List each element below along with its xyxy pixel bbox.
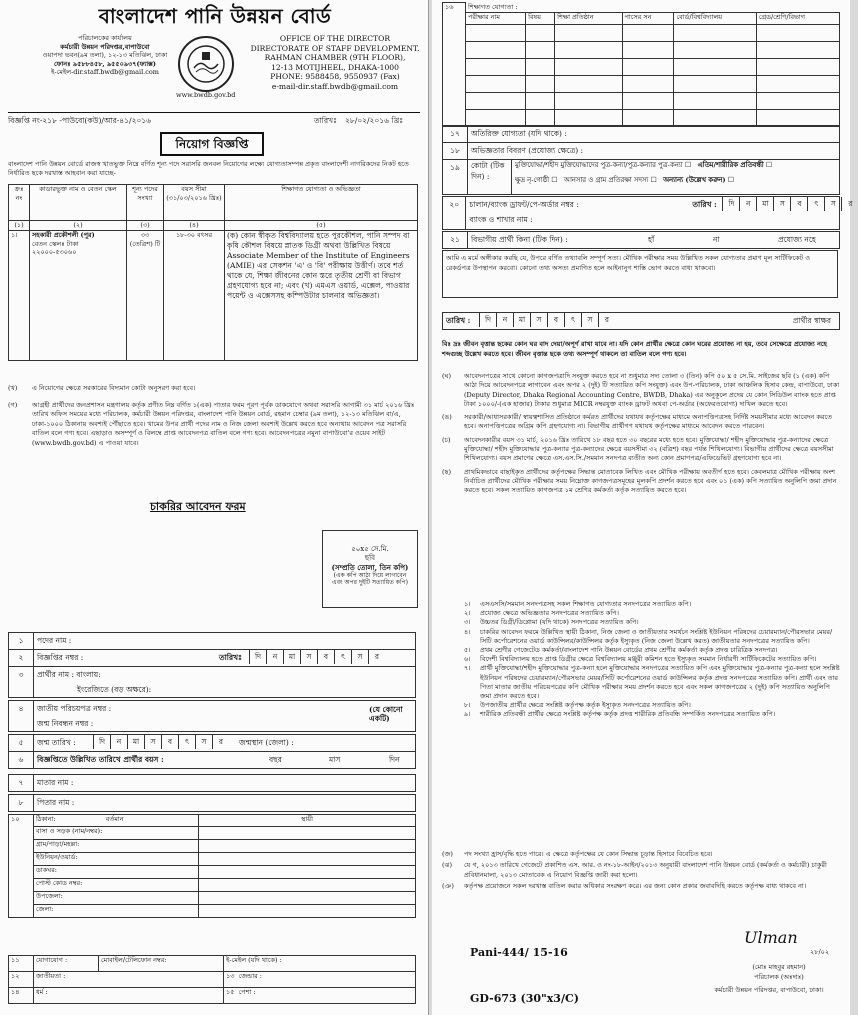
col-qual: শিক্ষাগত যোগ্যতা ও অভিজ্ঞতা [225,185,418,221]
right-page [432,0,853,1015]
pani-number: Pani-444/ 15-16 [470,946,568,959]
officer-signature: Ulman [744,928,798,947]
notes: (খ) এ নিয়োগের ক্ষেত্রে সরকারের বিদ্যমান কোটা অনুসরণ করা হবে। (গ) আগ্রহী প্রার্থীদের জনপ্রশাসন মন্ত্রণালয় কর্তৃক প্রণীত নিম্ন বর্ণিত ১(এক) পাতার ফরম পূরণ পূর্বক ডাকযোগে অথবা সরাসরি আগামী ৩১ মার্চ ২০১৬ খ্রিঃ তারিখ অফিস সময়ের মধ্যে পরিচালক, কর্মচারী উন্নয়ন পরিদপ্তর, বাংলাদেশ পানি উন্নয়ন বোর্ড, রহমান চেম্বার (৯ম তলা), ১২-১৩ মতিঝিল বা/এ, ঢাকা-১০০০ ঠিকানায় অবশ্যই পৌঁছাতে হবে। খামের উপর প্রার্থী পদের নাম ও নিজ জেলা অবশ্যই উল্লেখ করতে হবে অন্যথায় আবেদন পত্র সরাসরি বাতিল বলে গণ্য হবে। এছাড়াও অসম্পূর্ণ ও বিলম্বে প্রাপ্ত আবেদনপত্র বাতিল বলে গণ্য হবে। আবেদনপত্রের নমুনা বাপাউবো'র ওয়েব সাইট (www.bwdb.gov.bd) এ পাওয়া যাবে। [8,384,415,447]
list-item: উপজাতীয় প্রার্থীর ক্ষেত্রে সংশ্লিষ্ট কর্তৃপক্ষ কর্তৃক ইস্যুকৃত সনদপত্রের সত্যায়িত কপি। [480,701,691,710]
officer-block: (মোঃ মাহবুর রহমান) পরিচালক (অঃদাঃ) [752,963,806,981]
form-row-departmental: ২১ বিভাগীয় প্রার্থী কিনা (টিক দিন) : হাঁ না প্রযোজ্য নহে [442,231,840,249]
declaration: আমি এ মর্মে অঙ্গীকার করছি যে, উপরে বর্ণিত তথ্যাবলি সম্পূর্ণ সত্য। মৌখিক পরীক্ষার সময় উল্লিখিত সকল যোগ্যতার প্রমাণ মূল সার্টিফিকেট ও রেকর্ডপত্র উপস্থাপন করবো। কোনো তথ্য অসত্য প্রমাণিত হলে আইনানুগ শাস্তি ভোগ করতে বাধ্য থাকবো। [442,250,838,298]
form-row-experience: ১৮ অভিজ্ঞতার বিবরণ (প্রযোজ্য ক্ষেত্রে) : [442,142,840,160]
officer-office: কর্মচারী উন্নয়ন পরিদপ্তর, বাপাউবো, ঢাকা। [714,986,824,994]
header-divider [8,112,420,113]
form-row-post: ১ পদের নাম : [8,632,416,650]
document-list: ১। এসএসসি/সমমান সনদপত্রসহ সকল শিক্ষাগত যোগ্যতার সনদপত্রের সত্যায়িত কপি। ২। প্রযোজ্য ক্ষেত্রে অভিজ্ঞতার সনদপত্রের সত্যায়িত কপি। ৩। উচ্চতর ডিগ্রী/ডিপ্লোমা (যদি থাকে) সনদপত্রের সত্যায়িত কপি। ৪। চাকরির আবেদন ফরমে উল্লিখিত স্থায়ী ঠিকানা, নিজ জেলা ও জাতীয়তার সমর্থনে সংশ্লিষ্ট ইউনিয়ন পরিষদের চেয়ারম্যান/পৌরসভার মেয়র/সিটি কর্পোরেশনের ওয়ার্ড কাউন্সিলর/কাউন্সিলর কর্তৃক ইস্যুকৃত (নিজ জেলা উল্লেখ করত) জাতীয়তার সনদপত্রের সত্যায়িত কপি। ৫। প্রথম শ্রেণীর গেজেটেড কর্মকর্তা/বাংলাদেশ পানি উন্নয়ন বোর্ডের প্রথম শ্রেণীর কর্মকর্তা কর্তৃক প্রদত্ত চারিত্রিক সনদপত্র। ৬। বিদেশী বিশ্ববিদ্যালয় হতে প্রাপ্ত ডিগ্রীর ক্ষেত্রে বিশ্ববিদ্যালয় মঞ্জুরী কমিশন হতে ইস্যুকৃত সমমান নির্ধারণী সার্টিফিকেটের সত্যায়িত কপি। ৭। প্রার্থী মুক্তিযোদ্ধা/শহীদ মুক্তিযোদ্ধার পুত্র-কন্যা হলে মুক্তিযোদ্ধার সনদপত্রের সত্যায়িত কপি এবং মুক্তিযোদ্ধার পুত্র-কন্যার পুত্র-কন্যা হলে সংশ্লিষ্ট ইউনিয়ন পরিষদের চেয়ারম্যান/পৌরসভার মেয়র/সিটি কর্পোরেশনের ওয়ার্ড কাউন্সিলর কর্তৃক প্রদত্ত সনদপত্রের সত্যায়িত কপি। প্রার্থী এবং তার পিতা মাতার জাতীয় পরিচয়পত্রের কপি মৌখিক পরীক্ষার সময় প্রদর্শন করতে হবে এবং সকল কাগজপত্রের ২ (দুই) কপি সত্যায়িত অনুলিপি জমা প্রদান করতে হবে। ৮। উপজাতীয় প্রার্থীর ক্ষেত্রে সংশ্লিষ্ট কর্তৃপক্ষ কর্তৃক ইস্যুকৃত সনদপত্রের সত্যায়িত কপি। ৯। শারীরিক প্রতিবন্ধী প্রার্থীর ক্ষেত্রে সংশ্লিষ্ট কর্তৃপক্ষ কর্তৃক প্রদত্ত শারীরিক প্রতিবন্ধি সম্পর্কিত সনদপত্রের সত্যায়িত কপি। [464,600,840,719]
website: www.bwdb.gov.bd [176,91,236,99]
form-row-father: ৮ পিতার নাম : [8,794,416,812]
memo-number: বিজ্ঞপ্তি নং-২১৮ -পাউবো(কউ)/আর-৪১/২০১৬ [8,116,152,125]
table-row: ১। সহকারী প্রকৌশলী (পুর) বেতন স্কেলঃ টাকা ২২০০০-৫৩০৬০ ৩৩ (তেত্রিশ) টি ১৮-৩০ বৎসর (ক) কোন স্বীকৃত বিশ্ববিদ্যালয় হতে পুরকৌশল, পানি সম্পদ বা কৃষি কৌশল বিষয়ে স্নাতক ডিগ্রী অথবা উল্লিখিত বিষয়ে Associate Member of the Institute of Engineers (AMIE) এর সেকশন 'এ' ও 'বি' পরীক্ষায় উত্তীর্ণ। তবে শর্ত থাকে যে, শিক্ষা জীবনের কোন স্তরে তৃতীয় শ্রেণী বা বিভাগ গ্রহণযোগ্য হবে না; এবং (খ) এমএস ওয়ার্ড, এক্সেল, পাওয়ার পয়েন্ট ও এক্সেসসহ কম্পিউটার চালনার অভিজ্ঞতা। [9,231,418,361]
final-clauses: (জ) পদ সংখ্যা হ্রাস/বৃদ্ধি হতে পারে। এ ক্ষেত্রে কর্তৃপক্ষের যে কোন সিদ্ধান্ত চূড়ান্ত হিসাবে বিবেচিত হবে। (ঝ) যে গ, ২০১৩ তারিখে গেজেটে প্রকাশিত এস. আর. ও নং-১৮-আইন/২০১৩ অনুযায়ী বাংলাদেশ পানি উন্নয়ন বোর্ড (কর্মকর্তা ও কর্মচারী) চাকুরী প্রবিধানমালা, ২০১৩ মোতাবেক এ নিয়োগ বিজ্ঞপ্তি জারী করা হলো। (ঞ) কর্তৃপক্ষ প্রয়োজনে সকল দরখাস্ত বাতিল করার অধিকার সংরক্ষণ করে। এর জন্য কোন প্রকার জবাবদিহি করতে কর্তৃপক্ষ বাধ্য থাকবে না। [442,850,827,891]
vacancy-table: ক্রঃ নং কাডারভুক্ত নাম ও বেতন স্কেল শূন্য পদের সংখ্যা বয়স সীমা (৩১/০৩/২০১৬ খ্রিঃ) শিক্ষাগত যোগ্যতা ও অভিজ্ঞতা (১) (২) (৩) (৪) (৫) ১। সহকারী প্রকৌশলী (পুর) বেতন স্কেলঃ টাকা ২২০০০-৫৩০৬০ ৩৩ (তেত্রিশ) টি ১৮-৩০ বৎসর (ক) কোন স্বীকৃত বিশ্ববিদ্যালয় হতে পুরকৌশল, পানি সম্পদ বা কৃষি কৌশল বিষয়ে স্নাতক ডিগ্রী অথবা উল্লিখিত বিষয়ে Associate Member of the Institute of Engineers (AMIE) এর সেকশন 'এ' ও 'বি' পরীক্ষায় উত্তীর্ণ। তবে শর্ত থাকে যে, শিক্ষা জীবনের কোন স্তরে তৃতীয় শ্রেণী বা বিভাগ গ্রহণযোগ্য হবে না; এবং (খ) এমএস ওয়ার্ড, এক্সেল, পাওয়ার পয়েন্ট ও এক্সেসসহ কম্পিউটার চালনার অভিজ্ঞতা। [8,184,418,361]
form-row-challan: ২০ চালান/ব্যাংক ড্রাফট/পে-অর্ডার নম্বর : ব্যাংক ও শাখার নাম : তারিখ : দি ন মা স ব ৎ স র [442,196,840,230]
contact-table: ১১ যোগাযোগ : মোবাইল/টেলিফোন নম্বর: ই-মেইল (যদি থাকে) : ১২ জাতীয়তা : ১৩ জেন্ডার : ১৪ ধর্ম : ১৫ পেশা : [8,955,416,1004]
photo-box: ৫০x৫ সে.মি. ছবি (সম্প্রতি তোলা, তিন কপি) (এক কপি আঠা দিয়ে লাগাবেন এবং অপর দুইটি সত্যায়িত কপি) [322,530,418,608]
date-value: ২৮/০২/২০১৬ খ্রিঃ [345,116,404,125]
col-post: কাডারভুক্ত নাম ও বেতন স্কেল [30,185,127,221]
list-item: প্রার্থী মুক্তিযোদ্ধা/শহীদ মুক্তিযোদ্ধার পুত্র-কন্যা হলে মুক্তিযোদ্ধার সনদপত্রের সত্যায়িত কপি এবং মুক্তিযোদ্ধার পুত্র-কন্যার পুত্র-কন্যা হলে সংশ্লিষ্ট ইউনিয়ন পরিষদের চেয়ারম্যান/পৌরসভার মেয়র/সিটি কর্পোরেশনের ওয়ার্ড কাউন্সিলর কর্তৃক প্রদত্ত সনদপত্রের সত্যায়িত কপি। প্রার্থী এবং তার পিতা মাতার জাতীয় পরিচয়পত্রের কপি মৌখিক পরীক্ষার সময় প্রদর্শন করতে হবে এবং সকল কাগজপত্রের ২ (দুই) কপি সত্যায়িত অনুলিপি জমা প্রদান করতে হবে। [480,664,840,701]
signature-date: ২৮/০২ [810,948,830,956]
form-row-ad-number: ২ বিজ্ঞপ্তির নম্বর : তারিখঃ দি ন মা স ব ৎ স র [8,649,416,667]
form-title: চাকরির আবেদন ফরম [150,500,246,513]
form-row-quota: ১৯ কোটা (টিক দিন) : মুক্তিযোদ্ধা/শহীদ মুক্তিযোদ্ধাদের পুত্র-কন্যা/পুত্র-কন্যার পুত্র-কন্যা ☐ এতিম/শারীরিক প্রতিবন্ধী ☐ ক্ষুদ্র নৃ-গোষ্ঠী ☐ আনসার ও গ্রাম প্রতিরক্ষা সদস্য ☐ অন্যান্য (উল্লেখ করুন) ☐ [442,159,840,195]
col-age: বয়স সীমা (৩১/০৩/২০১৬ খ্রিঃ) [164,185,225,221]
note-block: বিঃ দ্রঃ জীবন বৃত্তান্ত ছকের কোন ঘর বাদ দেয়া/অপূর্ণ রাখা যাবে না। যদি কোন প্রার্থীর ক্ষেত্রে কোন ঘরের প্রযোজ্য না হয়, তবে সেক্ষেত্রে প্রযোজ্য নহে শব্দগুচ্ছ উল্লেখ করতে হবে। জীবন বৃত্তান্ত ছকে তথ্য অসম্পূর্ণ থাকলে তা বাতিল বলে গণ্য হবে। [442,340,827,358]
date-cells: দি ন মা স ব ৎ স র [249,650,385,664]
col-sl: ক্রঃ নং [9,185,30,221]
col-count: শূন্য পদের সংখ্যা [127,185,164,221]
form-row-nid: ৪ জাতীয় পরিচয়পত্র নম্বর : জন্ম নিবন্ধন নম্বর : (যে কোনো একটি) [8,700,416,732]
intro-text: বাংলাদেশ পানি উন্নয়ন বোর্ডে রাজস্ব খাতভুক্ত নিম্নে বর্ণিত শূন্য পদে সরাসরি জনবল নিয়োগের লক্ষ্যে যোগ্যতাসম্পন্ন প্রকৃত বাংলাদেশী নাগরিকদের নিকট হতে নির্ধারিত ছকে দরখাস্ত আহবান করা যাচ্ছে- [8,160,409,177]
en-office-block: OFFICE OF THE DIRECTOR DIRECTORATE OF STAFF DEVELOPMENT. RAHMAN CHAMBER (9TH FLOOR), 12-13 MOTIJHEEL, DHAKA-1000 PHONE: 9588458, 9550937 (Fax) e-mail-dir.staff.bwdb@gmail.com [250,34,420,91]
clauses: (ঘ) আবেদনপত্রের সাথে কোনো কাগজপত্রাদি সংযুক্ত করতে হবে না শুধুমাত্র সদ্য তোলা ৩ (তিন) কপি ৫০ x ৫ সে.মি. সাইজের ছবি (১ (এক) কপি আঠা দিয়ে আবেদনপত্রে লাগাবেন এবং অপর ২ (দুই) টি সত্যায়িত কপি সংযুক্ত) এবং উপ-পরিচালক, ঢাকা আঞ্চলিক হিসাব কেন্দ্র, বাপাউবো, ঢাকা (Deputy Director, Dhaka Regional Accounting Centre, BWDB, Dhaka) এর অনুকূলে প্রদেয় যে কোন সিডিউল ব্যাংক হতে প্রাপ্ত টাকা ১০০০/-(এক হাজার) টাকার শুধুমাত্র MICR নম্বরযুক্ত ব্যাংক ড্রাফট অথবা পে-অর্ডার (অফেরতযোগ্য) দাখিল করতে হবে। (ঙ) সরকারী/আধাসরকারী/ স্বায়ত্বশাসিত প্রতিষ্ঠানে কর্মরত প্রার্থীদের যথাযথ কর্তৃপক্ষের মাধ্যমে অনাপত্তিপত্রসহ নির্দিষ্ট সময়সীমার মধ্যে আবেদন করতে হবে। অনাপত্তিপত্রের অগ্রিম কপি গ্রহণযোগ্য না। বিভাগীয় প্রার্থীগণ যথাযথ কর্তৃপক্ষের মাধ্যমে আবেদন করতে পারবেন। (চ) আবেদনকারীর বয়স ৩১ মার্চ, ২০১৬ খ্রিঃ তারিখে ১৮ বছর হতে ৩০ বছরের মধ্যে হতে হবে। মুক্তিযোদ্ধা/ শহীদ মুক্তিযোদ্ধার পুত্র-কন্যাদের ক্ষেত্রে মুক্তিযোদ্ধা/ শহীদ মুক্তিযোদ্ধার পুত্র-কন্যার পুত্র-কন্যাদের ক্ষেত্রে বয়সসীমা ৩২ (বত্রিশ) বছর পর্যন্ত শিথিলযোগ্য। বিভাগীয় প্রার্থীদের ক্ষেত্রে বয়সসীমা শিথিলযোগ্য। বয়স প্রমাণের ক্ষেত্রে এস.এস.সি./সমমান সনদপত্র ব্যতীত অন্য কোন প্রমাণপত্র/এফিডেভিট গ্রহণযোগ্য হবে না। (ছ) প্রাথমিকভাবে বাছাইকৃত প্রার্থীদের কর্তৃপক্ষের সিদ্ধান্ত মোতাবেক লিখিত এবং মৌখিক পরীক্ষায় অবতীর্ণ হতে হবে। কেবলমাত্র মৌখিক পরীক্ষায় অংশ নির্বাচিত প্রার্থীদের মৌখিক পরীক্ষার সময় নিম্নোক্ত কাগজপত্রসমূহের মূলকপি প্রদর্শন করতে হবে এবং ০১ (এক) কপি সত্যায়িত অনুলিপি জমা প্রদান করতে হবে। সকল সত্যায়িত কাগজপত্র ১ম শ্রেণির কর্মকর্তা কর্তৃক সত্যায়িত করতে হবে। [442,372,840,495]
education-table: ১৬ শিক্ষাগত যোগ্যতা : পরীক্ষার নাম বিষয় শিক্ষা প্রতিষ্ঠান পাসের সন বোর্ড/বিশ্ববিদ্যালয় গ্রেড/শ্রেণি/বিভাগ [442,2,840,127]
list-item: প্রথম শ্রেণীর গেজেটেড কর্মকর্তা/বাংলাদেশ পানি উন্নয়ন বোর্ডের প্রথম শ্রেণীর কর্মকর্তা কর্তৃক প্রদত্ত চারিত্রিক সনদপত্র। [480,646,778,655]
date-label: তারিখঃ [314,116,337,125]
form-row-name: ৩ প্রার্থীর নাম : বাংলায়: ইংরেজিতে (বড় অক্ষরে): [8,666,416,698]
signature-row: তারিখ : দি ন মা স ব ৎ স র প্রার্থীর স্বাক্ষর [442,312,840,330]
list-item: উচ্চতর ডিগ্রী/ডিপ্লোমা (যদি থাকে) সনদপত্রের সত্যায়িত কপি। [480,618,639,627]
list-item: চাকরির আবেদন ফরমে উল্লিখিত স্থায়ী ঠিকানা, নিজ জেলা ও জাতীয়তার সমর্থনে সংশ্লিষ্ট ইউনিয়ন পরিষদের চেয়ারম্যান/পৌরসভার মেয়র/সিটি কর্পোরেশনের ওয়ার্ড কাউন্সিলর/কাউন্সিলর কর্তৃক ইস্যুকৃত (নিজ জেলা উল্লেখ করত) জাতীয়তার সনদপত্রের সত্যায়িত কপি। [480,627,833,645]
form-row-extra-qual: ১৭ অতিরিক্ত যোগ্যতা (যদি থাকে) : [442,125,840,143]
notice-title: নিয়োগ বিজ্ঞপ্তি [160,132,264,156]
list-item: এসএসসি/সমমান সনদপত্রসহ সকল শিক্ষাগত যোগ্যতার সনদপত্রের সত্যায়িত কপি। [480,600,692,608]
bwdb-logo-icon [178,36,234,92]
page-title: বাংলাদেশ পানি উন্নয়ন বোর্ড [98,4,332,28]
form-row-mother: ৭ মাতার নাম : [8,774,416,792]
form-row-age: ৬ বিজ্ঞপ্তিতে উল্লিখিত তারিখে প্রার্থীর বয়স : বছর মাস দিন [8,751,416,769]
form-row-dob: ৫ জন্ম তারিখ : দি ন মা স ব ৎ স র জন্মস্থান (জেলা) : [8,734,416,752]
list-item: প্রযোজ্য ক্ষেত্রে অভিজ্ঞতার সনদপত্রের সত্যায়িত কপি। [480,609,619,618]
list-item: বিদেশী বিশ্ববিদ্যালয় হতে প্রাপ্ত ডিগ্রীর ক্ষেত্রে বিশ্ববিদ্যালয় মঞ্জুরী কমিশন হতে ইস্যুকৃত সমমান নির্ধারণী সার্টিফিকেটের সত্যায়িত কপি। [480,655,817,664]
address-table: ১০ ঠিকানা: বর্তমান স্থায়ী বাসা ও সড়ক (নাম/নম্বর): গ্রাম/পাড়া/মহল্লা: ইউনিয়ন/ওয়ার্ড: ডাকঘর: পোস্ট কোড নম্বর: উপজেলা: জেলা: [8,814,416,918]
gd-number: GD-673 (30"x3/C) [470,992,579,1005]
bn-office-block: পরিচালকের কার্যালয় কর্মচারী উন্নয়ন পরিদপ্তর,বাপাউবো ওয়াপদা ভবন(৯ম তলা), ১২-১৩ মতিঝিল, ঢাকা ফোনঃ ৯৫৮৮৪৫৮, ৯৫৫০৯৩৭(ফ্যাক্স) ই-মেইল-dir.staff.bwdb@gmail.com [42,34,168,76]
list-item: শারীরিক প্রতিবন্ধী প্রার্থীর ক্ষেত্রে সংশ্লিষ্ট কর্তৃপক্ষ কর্তৃক প্রদত্ত শারীরিক প্রতিবন্ধি সম্পর্কিত সনদপত্রের সত্যায়িত কপি। [480,710,776,719]
